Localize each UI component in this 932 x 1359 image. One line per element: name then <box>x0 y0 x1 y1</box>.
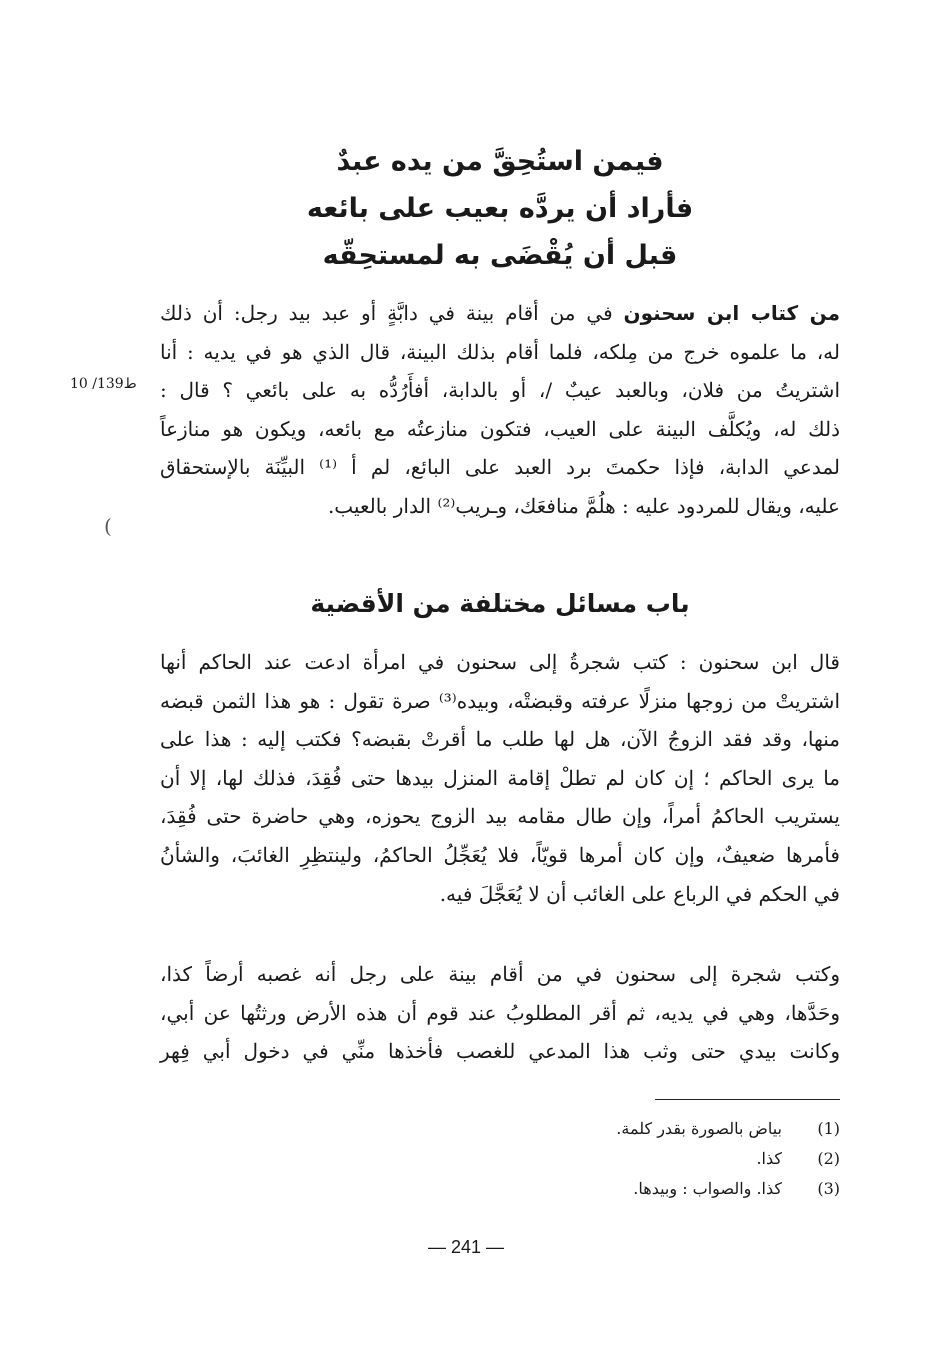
text-line: ذلك له، ويُكلَّف البينة على العيب، فتكون منازعتُه مع بائعه، ويكون هو منازعاً <box>160 416 840 441</box>
footnote-number: (1) <box>817 1119 840 1138</box>
text-line: من كتاب ابن سحنون في من أقام بينة في دابَّةٍ أو عبد بيد رجل: أن ذلك <box>160 301 841 325</box>
title-line: فيمن استُحِقَّ من يده عبدٌ <box>336 146 664 177</box>
text-line: وكانت بيدي حتى وثب هذا المدعي للغصب فأخذها منِّي في دخول أبي فِهر <box>160 1039 840 1064</box>
paragraph-3 <box>160 955 840 1071</box>
chapter-title <box>150 138 850 279</box>
margin-mark: ( <box>104 514 112 538</box>
footnote <box>440 1144 840 1174</box>
paragraph-2 <box>160 643 840 913</box>
title-line: فأراد أن يردَّه بعيب على بائعه <box>306 193 694 224</box>
title-line: قبل أن يُقْضَى به لمستحِقّه <box>322 240 678 271</box>
footnote-number: (2) <box>817 1149 840 1168</box>
footnote <box>440 1114 840 1144</box>
footnotes <box>440 1114 840 1204</box>
manuscript-folio-note: 10 /139ط <box>70 376 137 392</box>
text-line: ما يرى الحاكم ؛ إن كان لم تطلْ إقامة المنزل بيدها حتى فُقِدَ، فذلك لها، إلا أن <box>160 765 840 790</box>
text-line: وكتب شجرة إلى سحنون في من أقام بينة على رجل أنه غصبه أرضاً كذا، <box>160 962 840 986</box>
text-line: له، ما علموه خرج من مِلكه، فلما أقام بذلك البينة، قال الذي هو في يديه : أنا <box>160 339 840 364</box>
footnote-number: (3) <box>817 1179 840 1198</box>
footnote-divider <box>655 1099 840 1100</box>
text-line: اشتريتْ من زوجها منزلًا عرفته وقبضتْه، وبيده⁽³⁾ صرة تقول : هو هذا الثمن قبضه <box>160 688 840 713</box>
text-line: لمدعي الدابة، فإذا حكمتَ برد العبد على البائع، لم أ ⁽¹⁾ البيِّنَة بالإستحقاق <box>160 455 841 480</box>
text-line: قال ابن سحنون : كتب شجرةُ إلى سحنون في امرأة ادعت عند الحاكم أنها <box>160 650 840 674</box>
text-line: فأمرها ضعيفٌ، وإن كان أمرها قويّاً، فلا يُعَجِّلُ الحاكمُ، ولينتظِرِ الغائبَ، والشأنُ <box>160 842 840 867</box>
text-line: يستريب الحاكمُ أمراً، وإن طال مقامه بيد الزوج يحوزه، وهي حاضرة حتى فُقِدَ، <box>160 804 840 829</box>
text-line: وحَدَّها، وهي في يديه، ثم أقر المطلوبُ عند قوم أن هذه الأرض ورثتُها عن أبي، <box>160 1000 840 1025</box>
footnote-text: بياض بالصورة بقدر كلمة. <box>616 1119 782 1138</box>
page-number: — 241 — <box>427 1237 505 1257</box>
footnote-text: كذا. <box>756 1149 782 1168</box>
text-line: اشتريتُ من فلان، وبالعبد عيبٌ /، أو بالدابة، أفأَرُدُّه به على بائعي ؟ قال : <box>160 378 840 403</box>
text-line: منها، وقد فقد الزوجُ الآن، هل لها طلب ما أقرتْ بقبضه؟ فكتب إليه : هذا على <box>160 727 840 752</box>
footnote-text: كذا. والصواب : وبيدها. <box>633 1179 782 1198</box>
footnote <box>440 1174 840 1204</box>
section-heading: باب مسائل مختلفة من الأقضية <box>310 589 690 618</box>
text-line: في الحكم في الرباع على الغائب أن لا يُعَجَّلَ فيه. <box>439 881 840 906</box>
source-title-bold: من كتاب ابن سحنون <box>623 301 841 325</box>
text-line: عليه، ويقال للمردود عليه : هلُمَّ منافعَك، وـريب⁽²⁾ الدار بالعيب. <box>327 493 840 518</box>
paragraph-1 <box>160 294 840 526</box>
